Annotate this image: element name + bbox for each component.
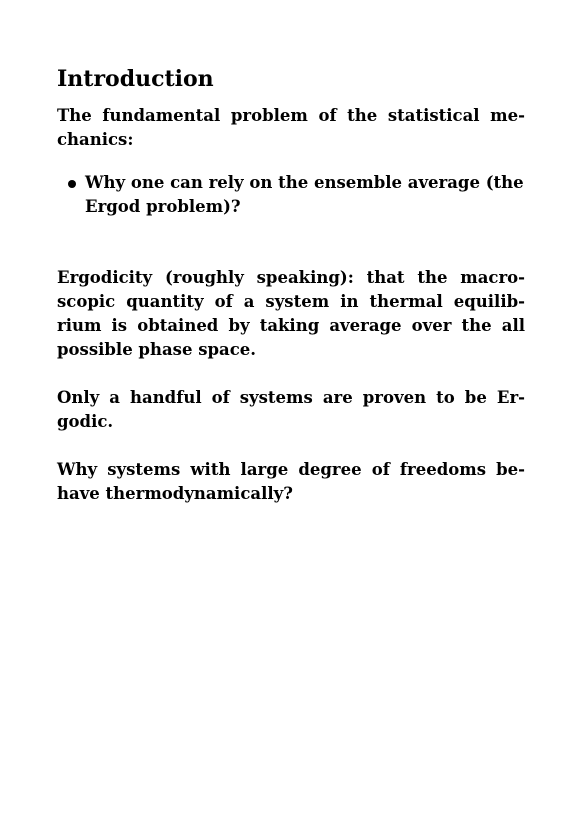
list-item-text: Why one can rely on the ensemble average (the Ergod problem)? — [85, 173, 524, 216]
intro-paragraph: The fundamental problem of the statistical mechanics: — [57, 106, 525, 149]
page-title: Introduction — [57, 66, 214, 92]
thermodynamics-question-paragraph: Why systems with large degree of freedoms behave thermodynamically? — [57, 460, 525, 503]
slide-page — [57, 64, 525, 506]
list-item — [57, 171, 525, 219]
ergodicity-paragraph: Ergodicity (roughly speaking): that the macroscopic quantity of a system in thermal equilibrium is obtained by taking average over the all possible phase space. — [57, 268, 525, 359]
ergodic-systems-paragraph: Only a handful of systems are proven to be Ergodic. — [57, 388, 525, 431]
bullet-icon — [68, 180, 76, 188]
bullet-list — [57, 171, 525, 219]
